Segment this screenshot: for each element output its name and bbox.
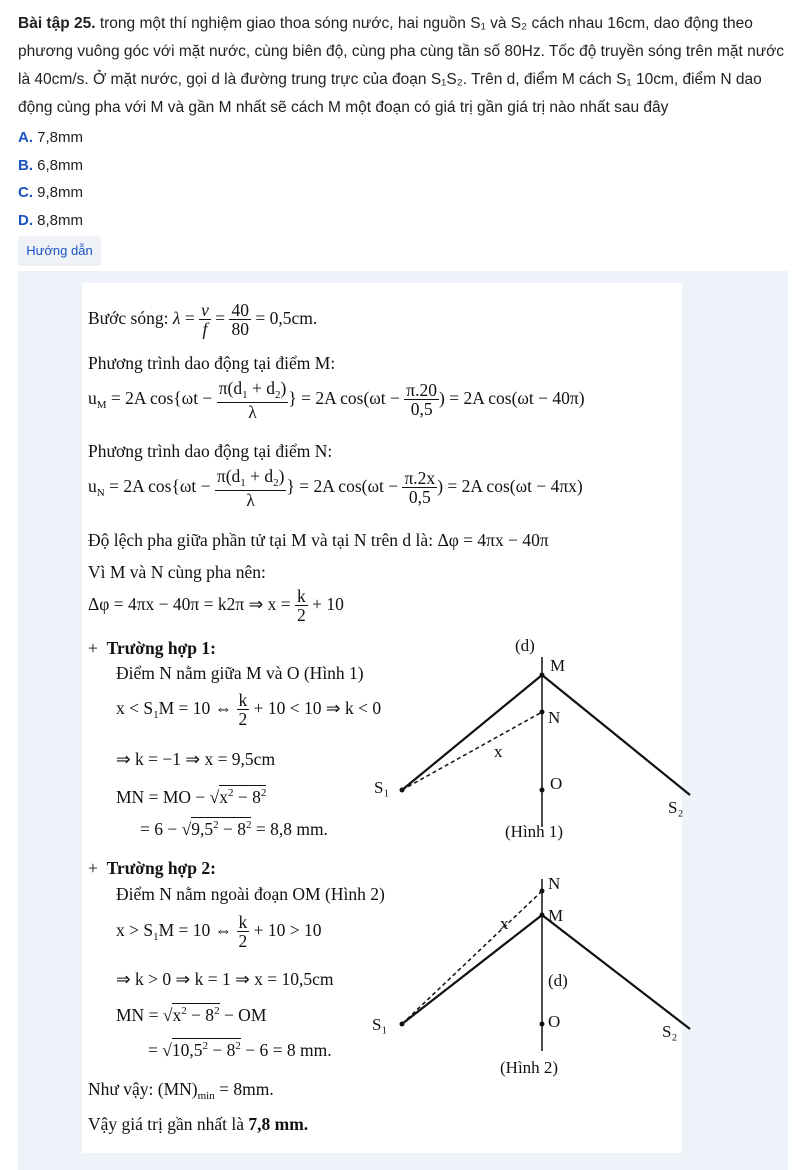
option-value: 7,8mm [37,129,84,146]
case1-mn: MN = MO − $√x^2 - 8^2$ [116,787,267,807]
figure-2 [372,871,682,1083]
problem-statement [18,10,788,122]
fig1-x-label: x [494,742,503,761]
figure-1 [372,627,682,847]
line-s1-m [402,675,542,790]
case1-result: = 8,8 mm. [255,819,328,839]
summary-value: = 8mm. [219,1079,274,1099]
fig1-caption: (Hình 1) [505,822,564,841]
case1-k: ⇒ k = −1 ⇒ x = 9,5cm [116,749,276,769]
line-s1-m [402,915,542,1024]
case2-heading: Trường hợp 2: [106,858,216,878]
option-letter: B. [18,156,33,174]
case2-mn: MN = $√x^2 - 8^2$ − OM [116,1005,267,1025]
fig1-o-label: O [550,774,563,793]
point-s1 [400,788,405,793]
line-s1-n-dashed [402,712,542,790]
eq-m-formula: $u_M = 2A$ cos{ωt − $\frac{\pi(d_1 + d_2)}{\lambda}$ } = 2A cos(ωt − $\frac{\pi.20}{0,5}$ ) = 2A cos(ωt − 40π) [88,378,585,422]
case2-result: = 8 mm. [272,1040,332,1060]
fig2-m-label: M [548,906,564,925]
option-a[interactable] [18,124,83,152]
point-o [540,788,545,793]
option-c[interactable] [18,179,83,207]
point-n [540,889,545,894]
phase-diff-eq: Δφ = 4πx − 40π [437,530,549,550]
option-b[interactable] [18,152,83,180]
wavelength-line: Bước sóng: λ = $\frac{v}{f}$ = $\frac{40}{80}$ = 0,5cm. [88,300,318,340]
option-value: 8,8mm [37,211,84,229]
option-letter: C. [18,184,33,201]
phase-diff-text: Độ lệch pha giữa phần tử tại M và tại N trên d là: [88,530,434,550]
final-value: 7,8 mm. [248,1114,309,1134]
fig2-caption: (Hình 2) [500,1058,559,1077]
point-n [540,710,545,715]
fig1-s1-label: S₁ [374,778,390,797]
case2-k: ⇒ k > 0 ⇒ k = 1 ⇒ x = 10,5cm [116,969,334,989]
solution-sheet [82,283,682,1153]
fig2-o-label: O [548,1012,561,1031]
option-d[interactable] [18,207,83,235]
phase-diff-line [88,530,549,551]
problem-text: trong một thí nghiệm giao thoa sóng nước, hai nguồn S₁ và S₂ cách nhau 16cm, dao động theo phương vuông góc với mặt nước, cùng biên độ, cùng pha cùng tần số 80Hz. Tốc độ truyền sóng trên mặt nước là 40cm/s. Ở mặt nước, gọi d là đường trung trực của đoạn S₁S₂. Trên d, điểm M cách S₁ 10cm, điểm N dao động cùng pha với M và gần M nhất sẽ cách M một đoạn có giá trị gần giá trị nào nhất sau đây [18,15,784,116]
fig2-n-label: N [548,874,561,893]
fig1-m-label: M [550,656,566,675]
case2-ineq: $x > S_1M = 10$ ⇔ $\frac{k}{2}$ + 10 > 10 [116,912,322,952]
case1-heading: Trường hợp 1: [106,638,216,658]
problem-label: Bài tập 25. [18,15,96,32]
case2-heading-line: + Trường hợp 2: [88,858,216,878]
option-letter: A. [18,129,33,146]
point-m [540,673,545,678]
case1-desc: Điểm N nằm giữa M và O (Hình 1) [116,663,364,683]
wavelength-result: = 0,5cm. [255,307,318,328]
final-text: Vậy giá trị gần nhất là [88,1114,244,1134]
option-letter: D. [18,211,33,229]
fig1-d-label: (d) [515,636,535,655]
same-phase-formula: Δφ = 4πx − 40π = k2π ⇒ x = $\frac{k}{2}$ + 10 [88,586,344,626]
fig2-d-label: (d) [548,971,568,990]
fig2-s1-label: S₁ [372,1015,388,1034]
point-o [540,1022,545,1027]
solution-panel [18,271,788,1170]
wavelength-label: Bước sóng: [88,307,169,328]
guide-button[interactable]: Hướng dẫn [18,236,101,266]
point-m [540,913,545,918]
case1-heading-line: + Trường hợp 1: [88,638,216,658]
summary-line: Như vậy: $(MN)_{min} = 8mm$. [88,1079,274,1102]
line-m-s2 [542,675,690,795]
same-phase-text: Vì M và N cùng pha nên: [88,562,266,582]
case1-ineq: $x < S_1M = 10$ ⇔ $\frac{k}{2}$ + 10 < 10 ⇒ k < 0 [116,690,382,730]
line-s1-n-dashed [402,891,542,1024]
option-value: 6,8mm [37,156,84,174]
eq-n-formula: $u_N = 2A$ cos{ωt − $\frac{\pi(d_1 + d_2)}{\lambda}$ } = 2A cos(ωt − $\frac{\pi.2x}{0,5}$ ) = 2A cos(ωt − 4πx) [88,466,583,510]
answer-options [18,124,83,234]
fig2-s2-label: S₂ [662,1022,678,1041]
case2-calc: = $√10,5^2 - 8^2 - 6 = 8$ mm. [148,1040,332,1060]
summary-text: Như vậy: [88,1079,154,1099]
fig2-x-label: x [500,914,509,933]
fig1-s2-label: S₂ [668,798,684,817]
fig1-n-label: N [548,708,561,727]
option-value: 9,8mm [37,184,84,201]
eq-m-heading: Phương trình dao động tại điểm M: [88,353,336,373]
case2-desc: Điểm N nằm ngoài đoạn OM (Hình 2) [116,884,385,904]
eq-n-heading: Phương trình dao động tại điểm N: [88,441,333,461]
case1-calc: = $6 - √9,5^2 - 8^2 = 8,8$ mm. [140,819,328,839]
final-line [88,1114,308,1135]
point-s1 [400,1022,405,1027]
